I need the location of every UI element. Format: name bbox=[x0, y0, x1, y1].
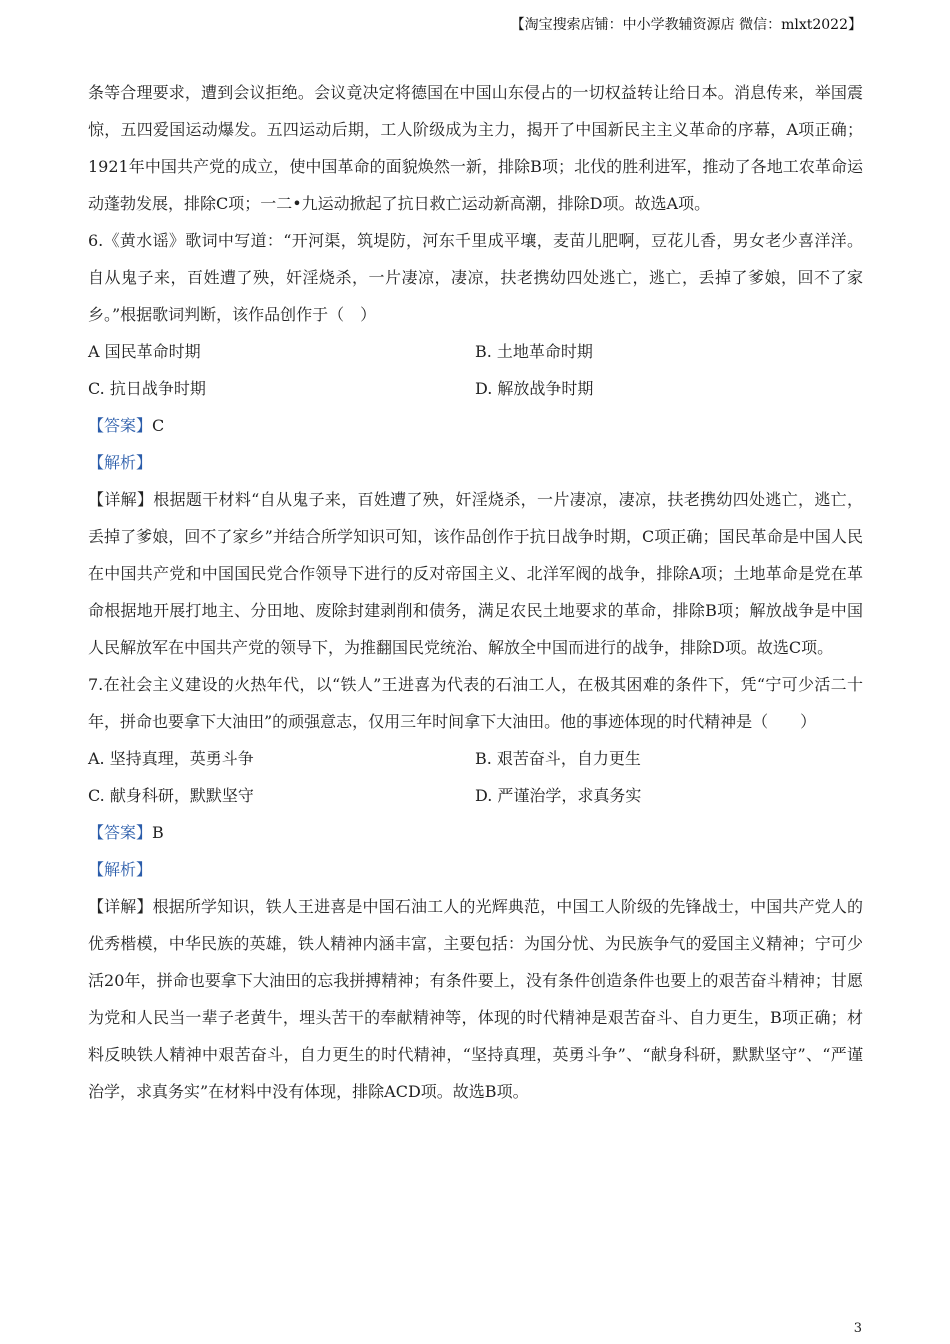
answer-line bbox=[88, 814, 863, 851]
detail-paragraph bbox=[88, 481, 863, 666]
answer-label: 【答案】 bbox=[88, 416, 153, 435]
page-header: 【淘宝搜索店铺：中小学教辅资源店 微信：mlxt2022】 bbox=[510, 17, 862, 33]
option-a: A. 坚持真理，英勇斗争 bbox=[88, 749, 254, 768]
option-d: D. 严谨治学，求真务实 bbox=[475, 786, 642, 805]
question-6 bbox=[88, 222, 863, 666]
detail-text: 根据题干材料“自从鬼子来，百姓遭了殃，奸淫烧杀，一片凄凉，凄凉，扶老携幼四处逃亡，逃亡，丢掉了爹娘，回不了家乡”并结合所学知识可知，该作品创作于抗日战争时期，C项正确；国民革命是中国人民在中国共产党和中国国民党合作领导下进行的反对帝国主义、北洋军阀的战争，排除A项；土地革命是党在革命根据地开展打地主、分田地、废除封建剥削和债务，满足农民土地要求的革命，排除B项；解放战争是中国人民解放军在中国共产党的领导下，为推翻国民党统治、解放全中国而进行的战争，排除D项。故选C项。 bbox=[88, 490, 863, 657]
analysis-line bbox=[88, 851, 863, 888]
answer-line bbox=[88, 407, 863, 444]
question-7 bbox=[88, 666, 863, 1110]
analysis-label: 【解析】 bbox=[88, 453, 153, 472]
detail-label: 【详解】 bbox=[88, 490, 154, 509]
option-row bbox=[88, 370, 863, 407]
option-row bbox=[88, 740, 863, 777]
option-d: D. 解放战争时期 bbox=[475, 379, 594, 398]
question-stem: 6.《黄水谣》歌词中写道：“开河渠，筑堤防，河东千里成平壤，麦苗儿肥啊，豆花儿香，男女老少喜洋洋。自从鬼子来，百姓遭了殃，奸淫烧杀，一片凄凉，凄凉，扶老携幼四处逃亡，逃亡，丢掉了爹娘，回不了家乡。”根据歌词判断，该作品创作于（ ） bbox=[88, 231, 863, 324]
option-a: A 国民革命时期 bbox=[88, 342, 201, 361]
option-c: C. 抗日战争时期 bbox=[88, 379, 206, 398]
analysis-line bbox=[88, 444, 863, 481]
option-row bbox=[88, 777, 863, 814]
answer-label: 【答案】 bbox=[88, 823, 153, 842]
answer-value: B bbox=[152, 823, 164, 842]
page-number: 3 bbox=[853, 1321, 862, 1336]
analysis-label: 【解析】 bbox=[88, 860, 153, 879]
detail-label: 【详解】 bbox=[88, 897, 153, 916]
option-c: C. 献身科研，默默坚守 bbox=[88, 786, 254, 805]
question-stem: 7.在社会主义建设的火热年代，以“铁人”王进喜为代表的石油工人，在极其困难的条件下，凭“宁可少活二十年，拼命也要拿下大油田”的顽强意志，仅用三年时间拿下大油田。他的事迹体现的时代精神是（ ） bbox=[88, 675, 863, 731]
option-b: B. 土地革命时期 bbox=[475, 342, 593, 361]
detail-text: 根据所学知识，铁人王进喜是中国石油工人的光辉典范，中国工人阶级的先锋战士，中国共产党人的优秀楷模，中华民族的英雄，铁人精神内涵丰富，主要包括：为国分忧、为民族争气的爱国主义精神；宁可少活20年，拼命也要拿下大油田的忘我拼搏精神；有条件要上，没有条件创造条件也要上的艰苦奋斗精神；甘愿为党和人民当一辈子老黄牛，埋头苦干的奉献精神等，体现的时代精神是艰苦奋斗、自力更生，B项正确；材料反映铁人精神中艰苦奋斗，自力更生的时代精神，“坚持真理，英勇斗争”、“献身科研，默默坚守”、“严谨治学，求真务实”在材料中没有体现，排除ACD项。故选B项。 bbox=[88, 897, 863, 1101]
option-b: B. 艰苦奋斗，自力更生 bbox=[475, 749, 641, 768]
detail-paragraph bbox=[88, 888, 863, 1110]
intro-paragraph: 条等合理要求，遭到会议拒绝。会议竟决定将德国在中国山东侵占的一切权益转让给日本。消息传来，举国震惊，五四爱国运动爆发。五四运动后期，工人阶级成为主力，揭开了中国新民主主义革命的序幕，A项正确；1921年中国共产党的成立，使中国革命的面貌焕然一新，排除B项；北伐的胜利进军，推动了各地工农革命运动蓬勃发展，排除C项；一二•九运动掀起了抗日救亡运动新高潮，排除D项。故选A项。 bbox=[88, 83, 863, 213]
document-body bbox=[88, 74, 863, 1110]
answer-value: C bbox=[152, 416, 165, 435]
option-row bbox=[88, 333, 863, 370]
